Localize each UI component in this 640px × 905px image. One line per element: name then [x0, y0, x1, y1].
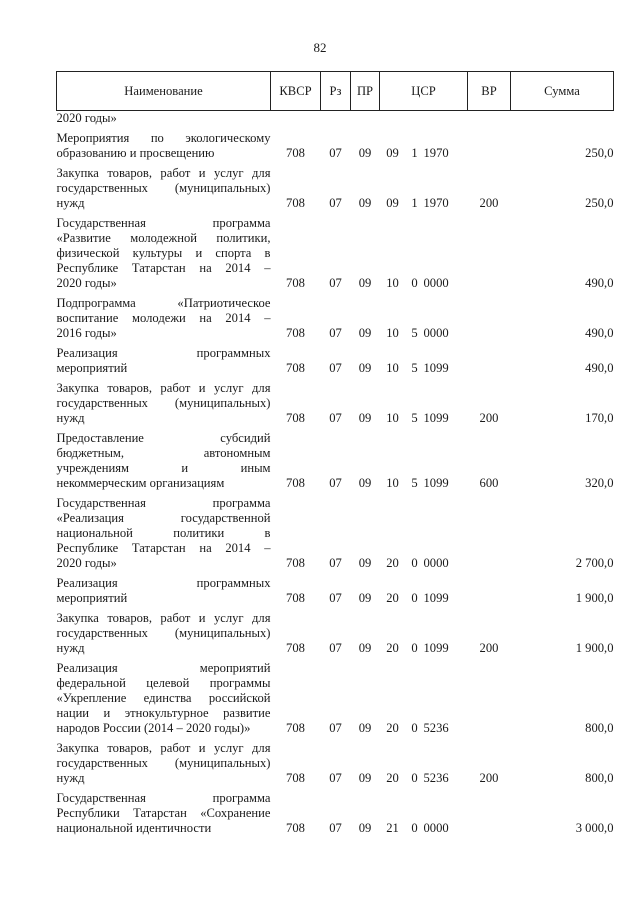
row-name-line: Закупка товаров, работ и услуг для: [56, 166, 271, 180]
row-pr: 09: [358, 591, 372, 605]
row-name-cell: [57, 791, 271, 841]
table-header-row: [57, 72, 614, 111]
row-csr-program: [380, 111, 406, 132]
row-name-line: образованию и просвещению: [56, 146, 215, 160]
row-name-line: федеральной целевой программы: [56, 676, 271, 690]
row-name-line: Республики Татарстан «Сохранение: [56, 806, 271, 820]
row-csr-subprogram: [406, 111, 424, 132]
row-kvsr: 708: [286, 591, 305, 605]
row-name-line: 2020 годы»: [56, 111, 117, 125]
row-name-line: некоммерческим организациям: [56, 476, 225, 490]
row-sum: 800,0: [585, 721, 614, 735]
row-sum: 490,0: [585, 276, 614, 290]
row-vr: [468, 496, 511, 576]
row-vr: [468, 111, 511, 132]
row-vr: [468, 791, 511, 841]
row-sum: 170,0: [585, 411, 614, 425]
row-rz: [321, 111, 351, 132]
table-row: [57, 346, 614, 381]
row-sum: 490,0: [585, 326, 614, 340]
table-row: [57, 576, 614, 611]
row-name-line: 2020 годы»: [56, 276, 117, 290]
row-csr-program: 20: [386, 771, 399, 785]
row-sum: 3 000,0: [575, 821, 614, 835]
row-csr-direction: 1099: [423, 411, 449, 425]
row-pr: [351, 111, 380, 132]
row-name-line: 2020 годы»: [56, 556, 117, 570]
row-csr-program: 10: [386, 326, 399, 340]
row-csr-direction: 1970: [423, 196, 449, 210]
row-name-line: Реализация программных: [56, 346, 271, 360]
row-kvsr: 708: [286, 821, 305, 835]
row-csr-subprogram: 5: [411, 361, 418, 375]
row-rz: 07: [329, 146, 342, 160]
page-number: 82: [313, 40, 327, 55]
row-name-line: государственных (муниципальных): [56, 626, 271, 640]
row-name-cell: [57, 166, 271, 216]
row-name-line: 2016 годы»: [56, 326, 117, 340]
row-name-cell: [57, 611, 271, 661]
row-name-line: Республике Татарстан на 2014 –: [56, 541, 271, 555]
row-name-line: Реализация мероприятий: [56, 661, 271, 675]
row-name-cell: [57, 296, 271, 346]
row-sum: 2 700,0: [575, 556, 614, 570]
row-name-line: народов России (2014 – 2020 годы)»: [56, 721, 251, 735]
row-rz: 07: [329, 411, 342, 425]
row-name-line: нужд: [56, 641, 85, 655]
row-name-line: Предоставление субсидий: [56, 431, 271, 445]
row-csr-direction: 1099: [423, 641, 449, 655]
row-csr-subprogram: 0: [411, 276, 418, 290]
row-name-cell: [57, 741, 271, 791]
row-csr-direction: 1099: [423, 361, 449, 375]
table-row: [57, 611, 614, 661]
row-kvsr: 708: [286, 361, 305, 375]
table-row: [57, 131, 614, 166]
row-rz: 07: [329, 196, 342, 210]
row-vr: [468, 346, 511, 381]
row-csr-subprogram: 5: [411, 476, 418, 490]
row-name-line: мероприятий: [56, 591, 128, 605]
row-csr-subprogram: 0: [411, 591, 418, 605]
header-pr: ПР: [351, 72, 380, 111]
row-csr-program: 20: [386, 591, 399, 605]
row-kvsr: 708: [286, 771, 305, 785]
row-vr: 200: [479, 641, 499, 655]
row-sum: 250,0: [585, 146, 614, 160]
row-csr-direction: 0000: [423, 821, 449, 835]
row-name-cell: [57, 661, 271, 741]
row-csr-subprogram: 0: [411, 556, 418, 570]
table-row: [57, 431, 614, 496]
row-name-line: бюджетным, автономным: [56, 446, 271, 460]
row-csr-program: 20: [386, 721, 399, 735]
row-name-line: «Укрепление единства российской: [56, 691, 271, 705]
row-name-line: государственных (муниципальных): [56, 181, 271, 195]
row-sum: 1 900,0: [575, 641, 614, 655]
row-csr-subprogram: 0: [411, 641, 418, 655]
row-name-cell: [57, 381, 271, 431]
row-sum: 490,0: [585, 361, 614, 375]
row-rz: 07: [329, 771, 342, 785]
header-sum: Сумма: [511, 72, 614, 111]
row-name-line: Республике Татарстан на 2014 –: [56, 261, 271, 275]
row-pr: 09: [358, 476, 372, 490]
row-csr-subprogram: 1: [411, 196, 418, 210]
row-name-cell: [57, 431, 271, 496]
row-kvsr: 708: [286, 641, 305, 655]
row-name-line: Подпрограмма «Патриотическое: [56, 296, 271, 310]
table-row: [57, 381, 614, 431]
row-name-line: нации и этнокультурное развитие: [56, 706, 271, 720]
row-name-line: государственных (муниципальных): [56, 756, 271, 770]
row-pr: 09: [358, 721, 372, 735]
row-vr: [468, 131, 511, 166]
row-csr-direction: 5236: [423, 721, 449, 735]
row-name-line: Закупка товаров, работ и услуг для: [56, 611, 271, 625]
row-sum: 250,0: [585, 196, 614, 210]
row-kvsr: 708: [286, 411, 305, 425]
row-vr: 200: [479, 196, 499, 210]
row-csr-direction: 0000: [423, 276, 449, 290]
row-csr-direction: 0000: [423, 326, 449, 340]
row-vr: 200: [479, 411, 499, 425]
row-pr: 09: [358, 361, 372, 375]
row-name-line: Мероприятия по экологическому: [56, 131, 271, 145]
row-name-line: Закупка товаров, работ и услуг для: [56, 381, 271, 395]
table-row: [57, 496, 614, 576]
row-sum: 800,0: [585, 771, 614, 785]
header-kvsr: КВСР: [271, 72, 321, 111]
row-name-line: государственных (муниципальных): [56, 396, 271, 410]
row-csr-program: 10: [386, 276, 399, 290]
row-rz: 07: [329, 361, 342, 375]
row-name-line: Закупка товаров, работ и услуг для: [56, 741, 271, 755]
row-pr: 09: [358, 556, 372, 570]
row-csr-program: 20: [386, 556, 399, 570]
row-vr: [468, 296, 511, 346]
row-kvsr: 708: [286, 721, 305, 735]
row-csr-direction: [424, 111, 468, 132]
row-vr: [468, 576, 511, 611]
row-kvsr: 708: [286, 556, 305, 570]
row-name-line: нужд: [56, 411, 85, 425]
row-vr: [468, 661, 511, 741]
row-vr: [468, 216, 511, 296]
row-csr-subprogram: 1: [411, 146, 418, 160]
row-csr-subprogram: 5: [411, 326, 418, 340]
table-row: [57, 166, 614, 216]
row-name-line: воспитание молодежи на 2014 –: [56, 311, 271, 325]
row-name-line: Государственная программа: [56, 216, 271, 230]
row-name-line: нужд: [56, 196, 85, 210]
row-name-line: физической культуры и спорта в: [56, 246, 271, 260]
row-csr-subprogram: 0: [411, 821, 418, 835]
row-rz: 07: [329, 276, 342, 290]
row-name-cell: [57, 496, 271, 576]
row-csr-subprogram: 0: [411, 721, 418, 735]
row-rz: 07: [329, 721, 342, 735]
row-kvsr: 708: [286, 326, 305, 340]
row-rz: 07: [329, 326, 342, 340]
row-csr-program: 10: [386, 411, 399, 425]
row-name-line: «Развитие молодежной политики,: [56, 231, 271, 245]
row-name-cell: [57, 131, 271, 166]
header-rz: Рз: [321, 72, 351, 111]
row-rz: 07: [329, 641, 342, 655]
row-csr-program: 09: [386, 196, 399, 210]
row-pr: 09: [358, 146, 372, 160]
row-name-line: нужд: [56, 771, 85, 785]
row-kvsr: 708: [286, 146, 305, 160]
row-name-cell: [57, 576, 271, 611]
row-rz: 07: [329, 821, 342, 835]
row-sum: [511, 111, 614, 132]
row-csr-program: 09: [386, 146, 399, 160]
header-name: Наименование: [57, 72, 271, 111]
row-name-cell: [57, 216, 271, 296]
row-pr: 09: [358, 411, 372, 425]
row-vr: 600: [479, 476, 499, 490]
table-row: [57, 216, 614, 296]
row-name-line: «Реализация государственной: [56, 511, 271, 525]
table-body: [57, 111, 614, 842]
row-rz: 07: [329, 591, 342, 605]
row-csr-program: 10: [386, 361, 399, 375]
row-name-line: Реализация программных: [56, 576, 271, 590]
table-row: [57, 661, 614, 741]
row-sum: 1 900,0: [575, 591, 614, 605]
row-csr-direction: 0000: [423, 556, 449, 570]
header-csr: ЦСР: [380, 72, 468, 111]
row-name-line: учреждениям и иным: [56, 461, 271, 475]
row-kvsr: 708: [286, 476, 305, 490]
row-name-line: национальной политики в: [56, 526, 271, 540]
row-csr-direction: 5236: [423, 771, 449, 785]
row-csr-subprogram: 5: [411, 411, 418, 425]
row-csr-subprogram: 0: [411, 771, 418, 785]
row-csr-direction: 1970: [423, 146, 449, 160]
row-name-line: Государственная программа: [56, 791, 271, 805]
table-row: [57, 791, 614, 841]
row-pr: 09: [358, 276, 372, 290]
row-name-line: Государственная программа: [56, 496, 271, 510]
row-kvsr: 708: [286, 276, 305, 290]
row-rz: 07: [329, 556, 342, 570]
row-csr-program: 10: [386, 476, 399, 490]
header-vr: ВР: [468, 72, 511, 111]
budget-table: [56, 71, 614, 841]
row-name-cell: [57, 346, 271, 381]
row-kvsr: 708: [286, 196, 305, 210]
row-vr: 200: [479, 771, 499, 785]
row-pr: 09: [358, 771, 372, 785]
row-sum: 320,0: [585, 476, 614, 490]
row-rz: 07: [329, 476, 342, 490]
table-row: [57, 741, 614, 791]
row-csr-program: 21: [386, 821, 399, 835]
row-csr-program: 20: [386, 641, 399, 655]
row-name-cell: [57, 111, 271, 132]
table-row: [57, 111, 614, 132]
row-pr: 09: [358, 196, 372, 210]
row-pr: 09: [358, 641, 372, 655]
row-kvsr: [271, 111, 321, 132]
row-csr-direction: 1099: [423, 476, 449, 490]
row-name-line: национальной идентичности: [56, 821, 212, 835]
row-csr-direction: 1099: [423, 591, 449, 605]
table-row: [57, 296, 614, 346]
row-pr: 09: [358, 326, 372, 340]
row-name-line: мероприятий: [56, 361, 128, 375]
row-pr: 09: [358, 821, 372, 835]
